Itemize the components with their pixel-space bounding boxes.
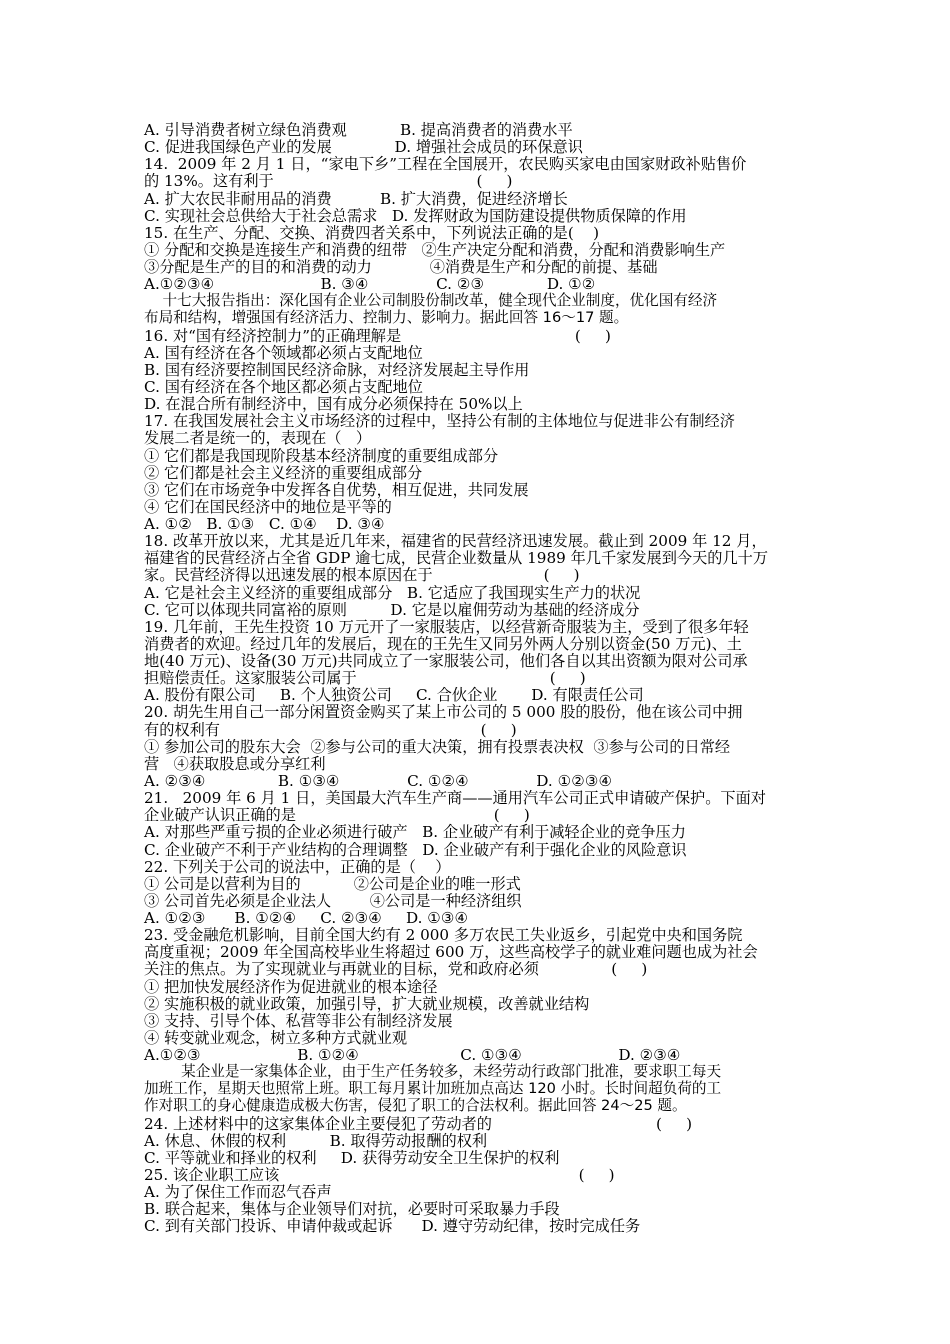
text-line: 作对职工的身心健康造成极大伤害，侵犯了职工的合法权利。据此回答 24～25 题。 xyxy=(144,1097,687,1115)
text-line: 关注的焦点。为了实现就业与再就业的目标，党和政府必须 ( ) xyxy=(144,960,648,979)
text-line: 营 ④获取股息或分享红利 xyxy=(144,754,326,773)
text-line: A. 引导消费者树立绿色消费观 B. 提高消费者的消费水平 xyxy=(144,121,573,139)
text-line: 23. 受金融危机影响，目前全国大约有 2 000 多万农民工失业返乡，引起党中央和国务院 xyxy=(144,926,743,945)
text-line: ③ 支持、引导个体、私营等非公有制经济发展 xyxy=(144,1011,453,1030)
text-line: 15. 在生产、分配、交换、消费四者关系中，下列说法正确的是( ) xyxy=(144,223,600,242)
text-line: C. 到有关部门投诉、申请仲裁或起诉 D. 遵守劳动纪律，按时完成任务 xyxy=(144,1217,641,1236)
text-line: A.①②③ B. ①②④ C. ①③④ D. ②③④ xyxy=(144,1046,681,1064)
text-line: 的 13%。这有利于 ( ) xyxy=(144,172,513,191)
text-line: 22. 下列关于公司的说法中，正确的是（ ） xyxy=(144,857,451,876)
text-line: C. 国有经济在各个地区都必须占支配地位 xyxy=(144,377,423,396)
text-line: ③分配是生产的目的和消费的动力 ④消费是生产和分配的前提、基础 xyxy=(144,258,658,276)
text-line: 家。民营经济得以迅速发展的根本原因在于 ( ) xyxy=(144,566,580,585)
text-line: B. 联合起来，集体与企业领导们对抗，必要时可采取暴力手段 xyxy=(144,1200,560,1219)
text-line: ② 它们都是社会主义经济的重要组成部分 xyxy=(144,463,423,482)
text-line: 14. 2009 年 2 月 1 日，“家电下乡”工程在全国展开，农民购买家电由国家财政补贴售价 xyxy=(144,155,747,174)
text-line: ③ 公司首先必须是企业法人 ④公司是一种经济组织 xyxy=(144,891,522,910)
text-line: ① 分配和交换是连接生产和消费的纽带 ②生产决定分配和消费，分配和消费影响生产 xyxy=(144,240,726,259)
text-line: 十七大报告指出：深化国有企业公司制股份制改革，健全现代企业制度，优化国有经济 xyxy=(144,292,718,310)
text-line: 21. 2009 年 6 月 1 日，美国最大汽车生产商——通用汽车公司正式申请破产保护。下面对 xyxy=(144,789,766,808)
text-line: 福建省的民营经济占全省 GDP 逾七成，民营企业数量从 1989 年几千家发展到今天的几十万 xyxy=(144,549,769,568)
text-line: ④ 转变就业观念，树立多种方式就业观 xyxy=(144,1028,408,1047)
text-line: ① 参加公司的股东大会 ②参与公司的重大决策，拥有投票表决权 ③参与公司的日常经 xyxy=(144,737,731,756)
text-line: C. 实现社会总供给大于社会总需求 D. 发挥财政为国防建设提供物质保障的作用 xyxy=(144,206,687,225)
text-line: A. 休息、休假的权利 B. 取得劳动报酬的权利 xyxy=(144,1131,488,1150)
text-line: C. 它可以体现共同富裕的原则 D. 它是以雇佣劳动为基础的经济成分 xyxy=(144,600,640,619)
text-line: ① 它们都是我国现阶段基本经济制度的重要组成部分 xyxy=(144,446,499,465)
text-line: A. 国有经济在各个领域都必须占支配地位 xyxy=(144,343,423,362)
text-line: 发展二者是统一的，表现在（ ） xyxy=(144,429,372,448)
text-line: ① 把加快发展经济作为促进就业的根本途径 xyxy=(144,977,438,996)
text-line: 20. 胡先生用自己一部分闲置资金购买了某上市公司的 5 000 股的股份，他在该公司中拥 xyxy=(144,703,743,722)
text-line: 有的权利有 ( ) xyxy=(144,720,517,739)
text-line: A.①②③④ B. ③④ C. ②③ D. ①② xyxy=(144,275,596,294)
text-line: C. 平等就业和择业的权利 D. 获得劳动安全卫生保护的权利 xyxy=(144,1148,560,1167)
text-line: ② 实施积极的就业政策，加强引导，扩大就业规模，改善就业结构 xyxy=(144,994,590,1013)
text-line: 地(40 万元)、设备(30 万元)共同成立了一家服装公司，他们各自以其出资额为限对公司承 xyxy=(144,652,748,670)
text-line: A. ①② B. ①③ C. ①④ D. ③④ xyxy=(144,515,385,533)
text-line: B. 国有经济要控制国民经济命脉，对经济发展起主导作用 xyxy=(144,360,530,379)
text-line: A. 对那些严重亏损的企业必须进行破产 B. 企业破产有利于减轻企业的竞争压力 xyxy=(144,823,686,842)
text-line: 高度重视；2009 年全国高校毕业生将超过 600 万，这些高校学子的就业难问题也成为社会 xyxy=(144,943,758,962)
text-line: 25. 该企业职工应该 ( ) xyxy=(144,1165,615,1184)
text-line: A. 为了保住工作而忍气吞声 xyxy=(144,1183,332,1202)
text-line: ④ 它们在国民经济中的地位是平等的 xyxy=(144,497,392,516)
text-line: D. 在混合所有制经济中，国有成分必须保持在 50%以上 xyxy=(144,395,523,414)
text-line: C. 企业破产不利于产业结构的合理调整 D. 企业破产有利于强化企业的风险意识 xyxy=(144,840,687,859)
text-line: 18. 改革开放以来，尤其是近几年来，福建省的民营经济迅速发展。截止到 2009 年 12 月， xyxy=(144,532,767,551)
text-line: 17. 在我国发展社会主义市场经济的过程中，坚持公有制的主体地位与促进非公有制经济 xyxy=(144,412,735,431)
text-line: 消费者的欢迎。经过几年的发展后，现在的王先生又同另外两人分别以资金(50 万元)、土 xyxy=(144,634,742,653)
text-line: 担赔偿责任。这家服装公司属于 ( ) xyxy=(144,669,586,688)
text-line: A. 股份有限公司 B. 个人独资公司 C. 合伙企业 D. 有限责任公司 xyxy=(144,686,644,705)
text-line: ① 公司是以营利为目的 ②公司是企业的唯一形式 xyxy=(144,874,521,893)
text-line: A. ①②③ B. ①②④ C. ②③④ D. ①③④ xyxy=(144,909,469,927)
text-line: 16. 对“国有经济控制力”的正确理解是 ( ) xyxy=(144,326,611,345)
text-line: 企业破产认识正确的是 ( ) xyxy=(144,806,530,825)
text-line: A. ②③④ B. ①③④ C. ①②④ D. ①②③④ xyxy=(144,771,613,790)
text-line: 布局和结构，增强国有经济活力、控制力、影响力。据此回答 16～17 题。 xyxy=(144,309,629,327)
text-line: A. 它是社会主义经济的重要组成部分 B. 它适应了我国现实生产力的状况 xyxy=(144,583,641,602)
text-line: 19. 几年前，王先生投资 10 万元开了一家服装店，以经营新奇服装为主，受到了很多年轻 xyxy=(144,617,749,636)
text-line: 24. 上述材料中的这家集体企业主要侵犯了劳动者的 ( ) xyxy=(144,1114,693,1133)
text-line: C. 促进我国绿色产业的发展 D. 增强社会成员的环保意识 xyxy=(144,138,583,157)
text-line: 某企业是一家集体企业，由于生产任务较多，未经劳动行政部门批准，要求职工每天 xyxy=(144,1063,722,1081)
text-line: A. 扩大农民非耐用品的消费 B. 扩大消费，促进经济增长 xyxy=(144,189,568,208)
text-line: 加班工作，星期天也照常上班。职工每月累计加班加点高达 120 小时。长时间超负荷的工 xyxy=(144,1080,722,1098)
text-line: ③ 它们在市场竞争中发挥各自优势，相互促进，共同发展 xyxy=(144,480,529,499)
